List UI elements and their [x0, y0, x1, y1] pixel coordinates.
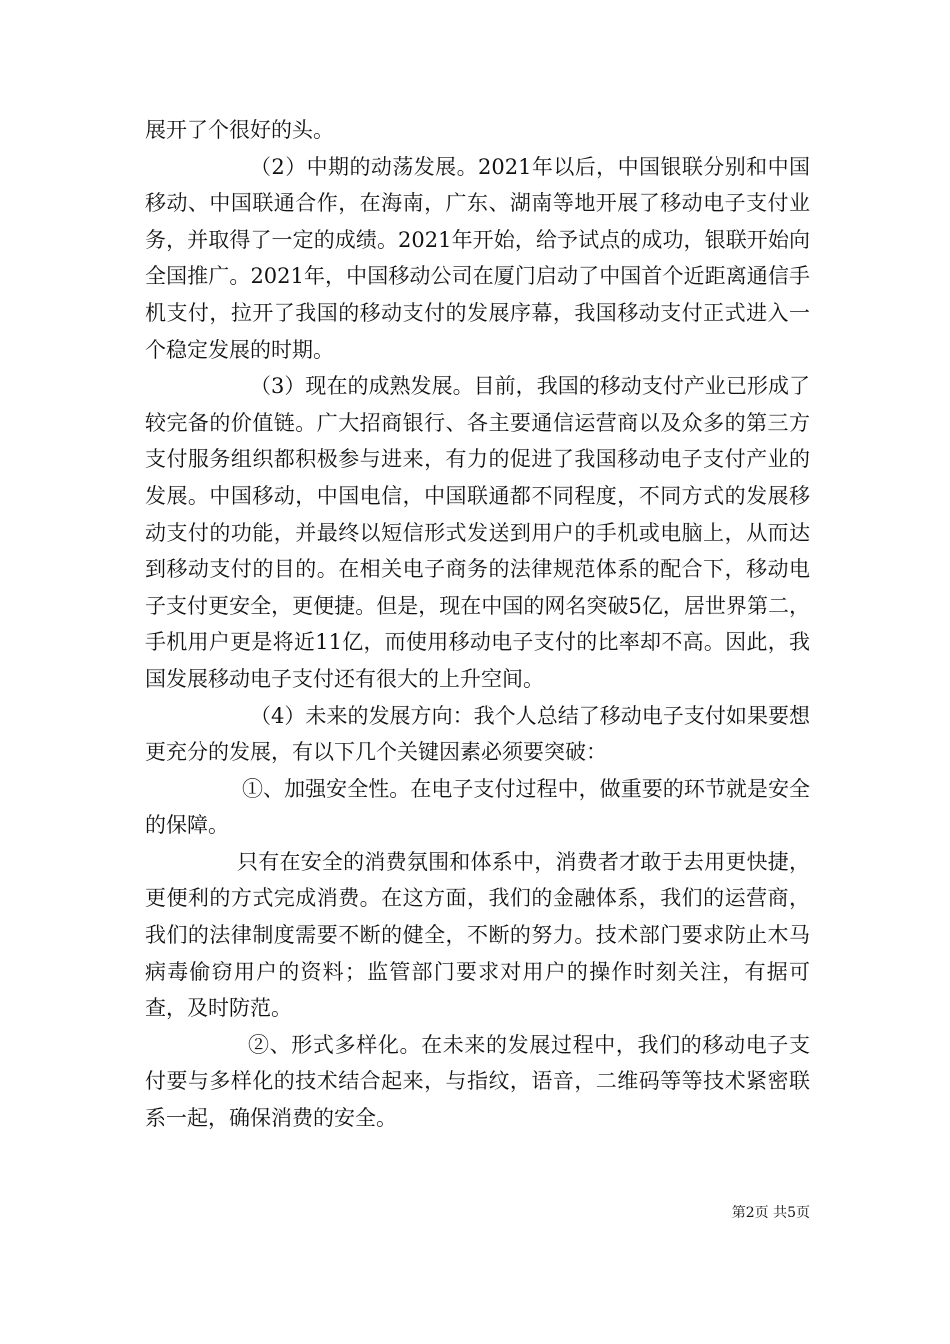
paragraph-continuation: 展开了个很好的头。 [145, 118, 334, 142]
paragraph-security-detail: 只有在安全的消费氛围和体系中，消费者才敢于去用更快捷，更便利的方式完成消费。在这方面，我们的金融体系，我们的运营商，我们的法律制度需要不断的健全，不断的努力。技术部门要求防止木马病毒偷窃用户的资料；监管部门要求对用户的操作时刻关注，有据可查，及时防范。 [145, 849, 810, 1021]
paragraph-diversification: ②、形式多样化。在未来的发展过程中，我们的移动电子支付要与多样化的技术结合起来，与指纹，语音，二维码等等技术紧密联系一起，确保消费的安全。 [145, 1032, 810, 1131]
page-number-footer: 第2页 共5页 [731, 1205, 810, 1221]
paragraph-current-development: （3）现在的成熟发展。目前，我国的移动支付产业已形成了较完备的价值链。广大招商银行、各主要通信运营商以及众多的第三方支付服务组织都积极参与进来，有力的促进了我国移动电子支付产业的发展。中国移动，中国电信，中国联通都不同程度，不同方式的发展移动支付的功能，并最终以短信形式发送到用户的手机或电脑上，从而达到移动支付的目的。在相关电子商务的法律规范体系的配合下，移动电子支付更安全，更便捷。但是，现在中国的网名突破5亿，居世界第二，手机用户更是将近11亿，而使用移动电子支付的比率却不高。因此，我国发展移动电子支付还有很大的上升空间。 [145, 374, 810, 691]
paragraph-future-direction: （4）未来的发展方向：我个人总结了移动电子支付如果要想更充分的发展，有以下几个关键因素必须要突破： [145, 703, 810, 765]
paragraph-security: ①、加强安全性。在电子支付过程中，做重要的环节就是安全的保障。 [145, 776, 810, 838]
document-body [145, 112, 810, 1137]
paragraph-mid-term-development: （2）中期的动荡发展。2021年以后，中国银联分别和中国移动、中国联通合作，在海南，广东、湖南等地开展了移动电子支付业务，并取得了一定的成绩。2021年开始，给予试点的成功，银联开始向全国推广。2021年，中国移动公司在厦门启动了中国首个近距离通信手机支付，拉开了我国的移动支付的发展序幕，我国移动支付正式进入一个稳定发展的时期。 [145, 154, 810, 362]
